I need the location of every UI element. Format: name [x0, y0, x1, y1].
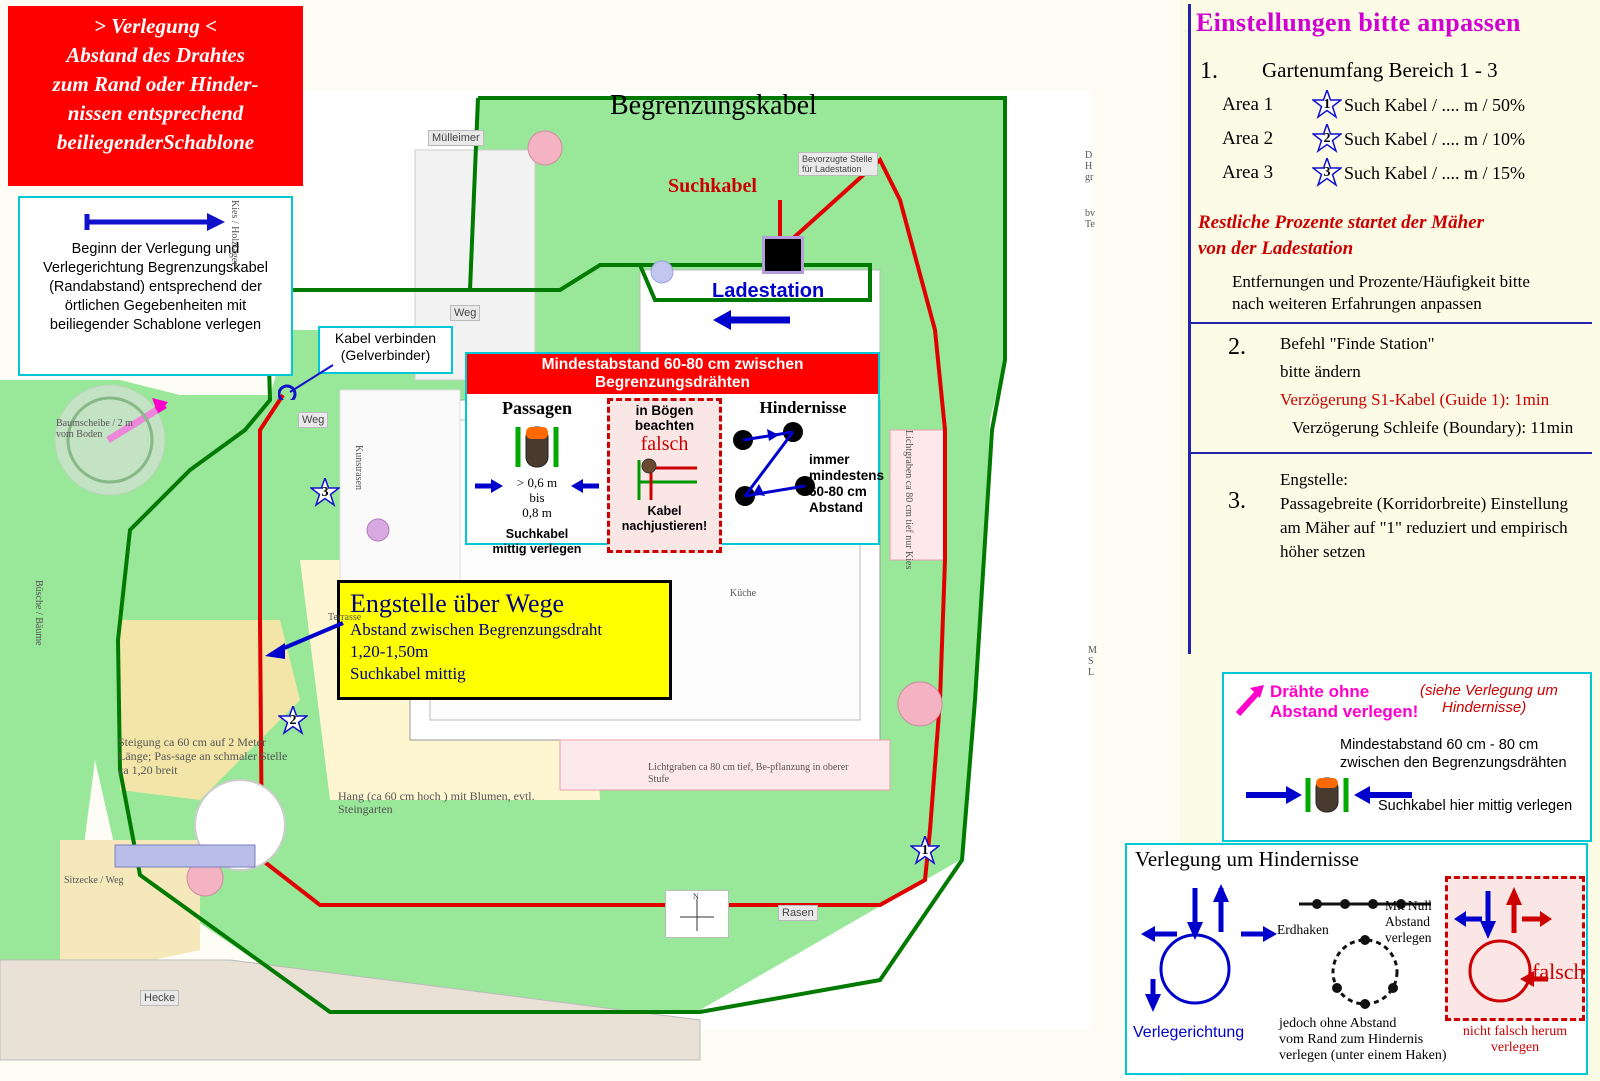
boegen-foot-2: nachjustieren!	[621, 519, 708, 533]
plan-label-kueche: Küche	[730, 588, 757, 599]
hint-left-2: Abstand verlegen!	[1270, 702, 1419, 721]
mower-top-icon	[506, 421, 568, 473]
plan-label-lichtgraben-1: Lichtgraben ca 80 cm tief, Be-pflanzung in oberer Stufe	[648, 762, 849, 785]
area-2-text: Such Kabel / .... m / 10%	[1344, 128, 1525, 149]
hindernisse-l4: Abstand	[809, 500, 863, 515]
area-row-2	[1222, 124, 1592, 154]
obstacle-layout-box	[1125, 843, 1588, 1075]
settings-item-2-line3: Verzögerung S1-Kabel (Guide 1): 1min	[1280, 390, 1550, 409]
plan-label-rasen: Rasen	[778, 905, 818, 921]
plan-label-hang: Hang (ca 60 cm hoch ) mit Blumen, evtl. Steingarten	[338, 789, 535, 816]
start-direction-box	[18, 196, 293, 376]
mindestabstand-panel	[465, 352, 885, 556]
obstacle-wrong-foot-1: nicht falsch herum	[1462, 1024, 1568, 1039]
passage-foot-2: mittig verlegen	[492, 542, 582, 556]
plan-label-kunstrasen: Kunstrasen	[353, 445, 364, 490]
area-1-name: Area 1	[1222, 94, 1274, 115]
verlegung-line-3: zum Rand oder Hinder-	[52, 72, 259, 96]
area-row-1	[1222, 90, 1592, 120]
hindernisse-title: Hindernisse	[759, 398, 847, 417]
settings-item-3-line2: Passagebreite (Korridorbreite) Einstellung	[1280, 494, 1568, 513]
area-2-name: Area 2	[1222, 128, 1274, 149]
kabel-verbinden-box	[318, 326, 453, 374]
plan-label-hecke: Hecke	[140, 990, 179, 1006]
hint-mid-3: Suchkabel hier mittig verlegen	[1378, 798, 1573, 814]
hint-right-2: Hindernisse)	[1442, 699, 1527, 716]
obstacle-mid-foot-1: jedoch ohne Abstand	[1279, 1016, 1397, 1031]
obstacle-mid-l4: verlegen	[1385, 930, 1432, 945]
obstacle-wrong-panel	[1445, 876, 1585, 1021]
passage-foot-1: Suchkabel	[505, 527, 569, 541]
obstacle-direction-label: Verlegerichtung	[1133, 1024, 1245, 1041]
map-marker-2[interactable]	[278, 706, 308, 736]
ladestation-label: Ladestation	[712, 280, 825, 302]
obstacle-mid-l3: Abstand	[1385, 914, 1430, 929]
direction-arrow-icon	[81, 208, 231, 234]
compass-icon	[665, 890, 729, 938]
hint-right-1: (siehe Verlegung um	[1420, 682, 1558, 699]
boegen-foot-1: Kabel	[647, 504, 682, 518]
settings-title: Einstellungen bitte anpassen	[1196, 8, 1521, 37]
start-direction-text: Beginn der Verlegung und Verlegerichtung Begrenzungskabel (Randabstand) entsprechend der örtlichen Gegebenheiten mit beiliegender Schablone verlegen	[43, 241, 268, 333]
engstelle-box	[337, 580, 672, 700]
mindestabstand-header: Mindestabstand 60-80 cm zwischen Begrenzungsdrähten	[467, 354, 878, 394]
passage-dim-1: > 0,6 m	[516, 475, 558, 490]
plan-label-steigung: Steigung ca 60 cm auf 2 Meter Länge; Pas-sage an schmaler Stelle ca 1,20 breit	[118, 735, 288, 777]
kabel-verbinden-line1: Kabel verbinden	[334, 330, 437, 346]
area-3-name: Area 3	[1222, 162, 1274, 183]
area-2-star-label: 2	[1323, 131, 1331, 146]
settings-note-2: nach weiteren Erfahrungen anpassen	[1232, 294, 1482, 313]
area-3-star	[1312, 158, 1342, 188]
hindernisse-diagram-icon	[729, 418, 819, 528]
obstacle-box-title: Verlegung um Hindernisse	[1135, 847, 1359, 871]
engstelle-title: Engstelle über Wege	[350, 589, 565, 618]
settings-note-red-2: von der Ladestation	[1198, 238, 1354, 259]
obstacle-mid-foot-3: verlegen (unter einem Haken)	[1279, 1048, 1447, 1063]
plan-label-msl: M S L	[1088, 645, 1097, 678]
settings-item-2-line1: Befehl "Finde Station"	[1280, 334, 1435, 353]
verlegung-note-box	[8, 6, 303, 186]
passage-dim-3: 0,8 m	[522, 505, 552, 520]
hint-left-1: Drähte ohne	[1270, 682, 1370, 701]
obstacle-mid-l2: Mit Null	[1385, 898, 1432, 913]
area-1-star-label: 1	[1323, 97, 1331, 112]
map-marker-3-label: 3	[321, 485, 329, 500]
kabel-verbinden-leader	[278, 360, 338, 400]
settings-item-1-heading: Gartenumfang Bereich 1 - 3	[1262, 58, 1498, 82]
obstacle-mid-foot-2: vom Rand zum Hindernis	[1279, 1032, 1424, 1047]
hint-mid-2: zwischen den Begrenzungsdrähten	[1340, 755, 1567, 771]
map-title: Begrenzungskabel	[610, 90, 817, 121]
settings-item-1-number: 1.	[1200, 58, 1218, 84]
settings-note-red-1: Restliche Prozente startet der Mäher	[1198, 212, 1485, 233]
map-marker-3[interactable]	[310, 478, 340, 508]
plan-label-muelleimer: Mülleimer	[428, 130, 484, 146]
verlegung-line-4: nissen entsprechend	[67, 101, 244, 125]
area-1-text: Such Kabel / .... m / 50%	[1344, 94, 1525, 115]
plan-label-weg-1: Weg	[450, 305, 480, 321]
settings-item-2-line4: Verzögerung Schleife (Boundary): 11min	[1292, 418, 1574, 437]
plan-label-terrasse: Terrasse	[328, 612, 362, 623]
engstelle-line3: Suchkabel mittig	[350, 664, 466, 683]
obstacle-correct-diagram-icon	[1133, 874, 1283, 1024]
boegen-falsch-label: falsch	[640, 433, 689, 455]
engstelle-line1: Abstand zwischen Begrenzungsdraht	[350, 620, 603, 639]
panel-vertical-rule	[1188, 4, 1191, 654]
settings-item-3-line4: höher setzen	[1280, 542, 1366, 561]
passage-dim-2: bis	[529, 490, 545, 505]
map-marker-1-label: 1	[921, 843, 929, 858]
plan-label-buesche-baeume: Büsche / Bäume	[33, 580, 44, 646]
boegen-diagram-icon	[625, 456, 705, 504]
magenta-arrow-icon	[1232, 682, 1266, 716]
plan-label-lichtgraben-2: Lichtgraben ca 80 cm tief nur Kies	[903, 430, 914, 570]
hint-mid-1: Mindestabstand 60 cm - 80 cm	[1340, 737, 1539, 753]
plan-label-kies-holzlager: Kies / Holzlager	[229, 200, 240, 266]
plan-label-baumscheibe: Baumscheibe / 2 m vom Boden	[56, 418, 133, 440]
plan-label-sitzecke: Sitzecke / Weg	[64, 875, 124, 886]
hindernisse-l2: mindestens	[809, 468, 885, 483]
charging-station-marker	[762, 236, 804, 274]
boegen-title-1: in Bögen	[635, 403, 694, 418]
settings-divider-2	[1188, 452, 1592, 454]
settings-item-2-number: 2.	[1228, 334, 1246, 360]
plan-label-dhgr: D H gr	[1085, 150, 1094, 183]
plan-label-weg-2: Weg	[298, 412, 328, 428]
area-3-text: Such Kabel / .... m / 15%	[1344, 162, 1525, 183]
settings-item-3-line1: Engstelle:	[1280, 470, 1348, 489]
settings-item-2-line2: bitte ändern	[1280, 362, 1361, 381]
kabel-verbinden-line2: (Gelverbinder)	[340, 347, 431, 363]
ladestation-arrow-icon	[705, 305, 795, 340]
obstacle-wrong-foot-2: verlegen	[1490, 1040, 1540, 1055]
map-marker-2-label: 2	[289, 713, 297, 728]
settings-item-3-number: 3.	[1228, 488, 1246, 514]
obstacle-wrong-diagram-icon	[1448, 879, 1584, 1017]
hint-box	[1222, 672, 1592, 842]
passage-arrow-right-icon	[571, 477, 601, 495]
settings-item-3-line3: am Mäher auf "1" reduziert und empirisch	[1280, 518, 1568, 537]
settings-note-1: Entfernungen und Prozente/Häufigkeit bitte	[1232, 272, 1530, 291]
area-2-star	[1312, 124, 1342, 154]
hindernisse-l1: immer	[809, 452, 850, 467]
boegen-title-2: beachten	[634, 418, 695, 433]
area-3-star-label: 3	[1323, 165, 1331, 180]
passagen-title: Passagen	[501, 398, 572, 418]
verlegung-line-5: beiliegenderSchablone	[56, 130, 255, 154]
obstacle-wrong-label: falsch	[1532, 959, 1585, 984]
engstelle-line2: 1,20-1,50m	[350, 642, 429, 661]
area-row-3	[1222, 158, 1592, 188]
hindernisse-l3: 60-80 cm	[809, 484, 867, 499]
verlegung-line-2: Abstand des Drahtes	[66, 43, 245, 67]
settings-divider-1	[1188, 322, 1592, 324]
area-1-star	[1312, 90, 1342, 120]
passage-arrow-left-icon	[473, 477, 503, 495]
plan-label-bevorzugte-stelle: Bevorzugte Stelle für Ladestation	[798, 152, 878, 176]
map-marker-1[interactable]	[910, 836, 940, 866]
suchkabel-label: Suchkabel	[668, 175, 757, 197]
svg-text:N: N	[693, 892, 699, 901]
verlegung-line-1: > Verlegung <	[93, 14, 218, 38]
plan-label-bvte: bv Te	[1085, 208, 1095, 230]
obstacle-erdhaken-label: Erdhaken	[1277, 922, 1329, 937]
